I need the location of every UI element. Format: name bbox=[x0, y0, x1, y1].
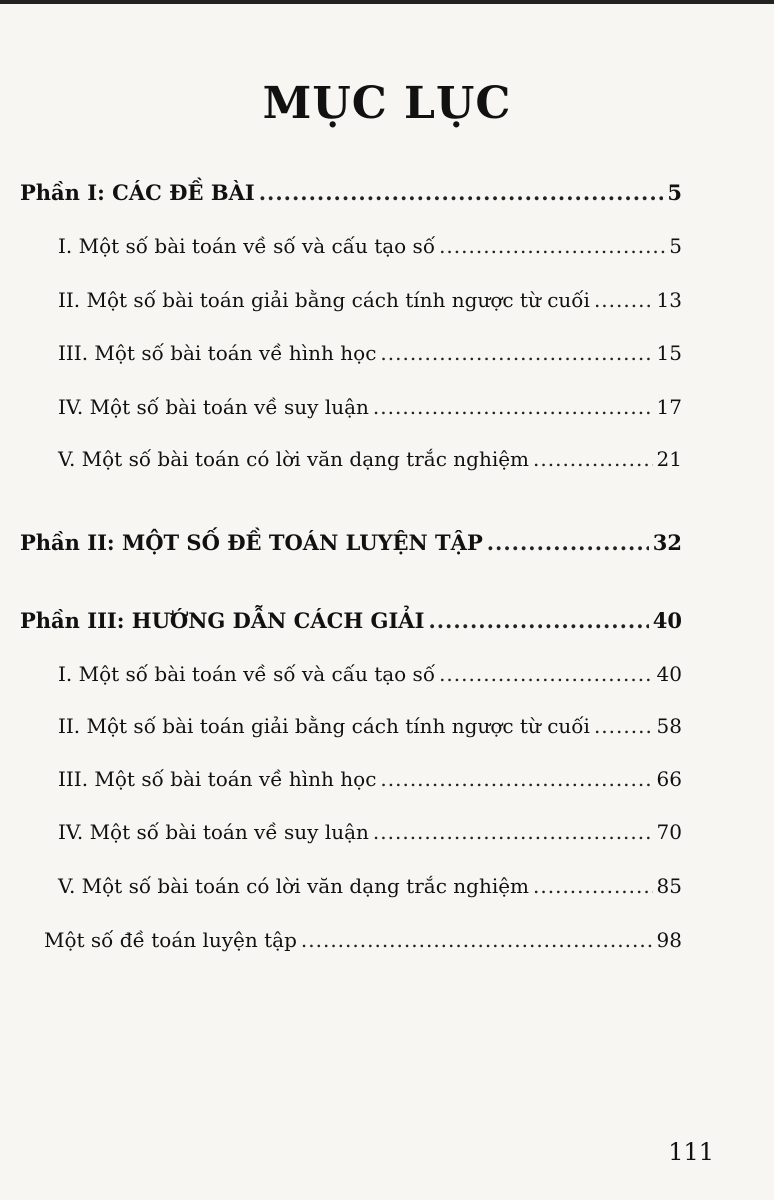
toc-page-number: 21 bbox=[656, 447, 682, 471]
dot-leader bbox=[373, 395, 653, 419]
toc-item-label: I. Một số bài toán về số và cấu tạo số bbox=[58, 662, 436, 686]
toc-page-number: 70 bbox=[656, 820, 682, 844]
top-border bbox=[0, 0, 774, 4]
dot-leader bbox=[259, 180, 664, 205]
toc-page-number: 98 bbox=[656, 928, 682, 952]
toc-page-number: 32 bbox=[652, 530, 682, 555]
toc-item[interactable] bbox=[58, 820, 682, 844]
dot-leader bbox=[533, 874, 653, 898]
toc-part-2[interactable] bbox=[20, 530, 682, 555]
dot-leader bbox=[380, 767, 652, 791]
dot-leader bbox=[487, 530, 649, 555]
toc-item-label: III. Một số bài toán về hình học bbox=[58, 341, 377, 365]
toc-part-1[interactable] bbox=[20, 180, 682, 205]
toc-item[interactable] bbox=[58, 874, 682, 898]
toc-item-label: IV. Một số bài toán về suy luận bbox=[58, 820, 369, 844]
toc-item-label: V. Một số bài toán có lời văn dạng trắc nghiệm bbox=[58, 447, 530, 471]
toc-item-label: V. Một số bài toán có lời văn dạng trắc nghiệm bbox=[58, 874, 530, 898]
page-number: 111 bbox=[668, 1138, 714, 1166]
toc-part-label: Phần III: HƯỚNG DẪN CÁCH GIẢI bbox=[20, 608, 425, 633]
dot-leader bbox=[594, 714, 653, 738]
toc-item[interactable] bbox=[58, 395, 682, 419]
toc-item-label: I. Một số bài toán về số và cấu tạo số bbox=[58, 234, 436, 258]
toc-item-label: II. Một số bài toán giải bằng cách tính ngược từ cuối bbox=[58, 288, 590, 312]
toc-page-number: 17 bbox=[656, 395, 682, 419]
toc-item-label: II. Một số bài toán giải bằng cách tính ngược từ cuối bbox=[58, 714, 590, 738]
dot-leader bbox=[439, 234, 665, 258]
toc-item-label: Một số đề toán luyện tập bbox=[44, 928, 297, 952]
toc-page-number: 40 bbox=[656, 662, 682, 686]
toc-item-label: IV. Một số bài toán về suy luận bbox=[58, 395, 369, 419]
toc-page-number: 40 bbox=[652, 608, 682, 633]
toc-item[interactable] bbox=[58, 288, 682, 312]
toc-item[interactable] bbox=[58, 767, 682, 791]
dot-leader bbox=[594, 288, 653, 312]
toc-item[interactable] bbox=[58, 447, 682, 471]
toc-item[interactable] bbox=[44, 928, 682, 952]
toc-page-number: 15 bbox=[656, 341, 682, 365]
toc-item[interactable] bbox=[58, 234, 682, 258]
toc-page-number: 66 bbox=[656, 767, 682, 791]
toc-item[interactable] bbox=[58, 662, 682, 686]
toc-item[interactable] bbox=[58, 714, 682, 738]
dot-leader bbox=[533, 447, 653, 471]
toc-part-label: Phần I: CÁC ĐỀ BÀI bbox=[20, 180, 255, 205]
toc-item[interactable] bbox=[58, 341, 682, 365]
toc-page-number: 5 bbox=[667, 180, 682, 205]
dot-leader bbox=[428, 608, 648, 633]
toc-page-number: 85 bbox=[656, 874, 682, 898]
dot-leader bbox=[439, 662, 652, 686]
dot-leader bbox=[301, 928, 653, 952]
toc-page-number: 13 bbox=[656, 288, 682, 312]
toc-part-label: Phần II: MỘT SỐ ĐỀ TOÁN LUYỆN TẬP bbox=[20, 530, 483, 555]
dot-leader bbox=[373, 820, 653, 844]
toc-page-number: 5 bbox=[669, 234, 682, 258]
page-title: MỤC LỤC bbox=[262, 78, 512, 129]
toc-page-number: 58 bbox=[656, 714, 682, 738]
toc-part-3[interactable] bbox=[20, 608, 682, 633]
dot-leader bbox=[380, 341, 652, 365]
toc-item-label: III. Một số bài toán về hình học bbox=[58, 767, 377, 791]
